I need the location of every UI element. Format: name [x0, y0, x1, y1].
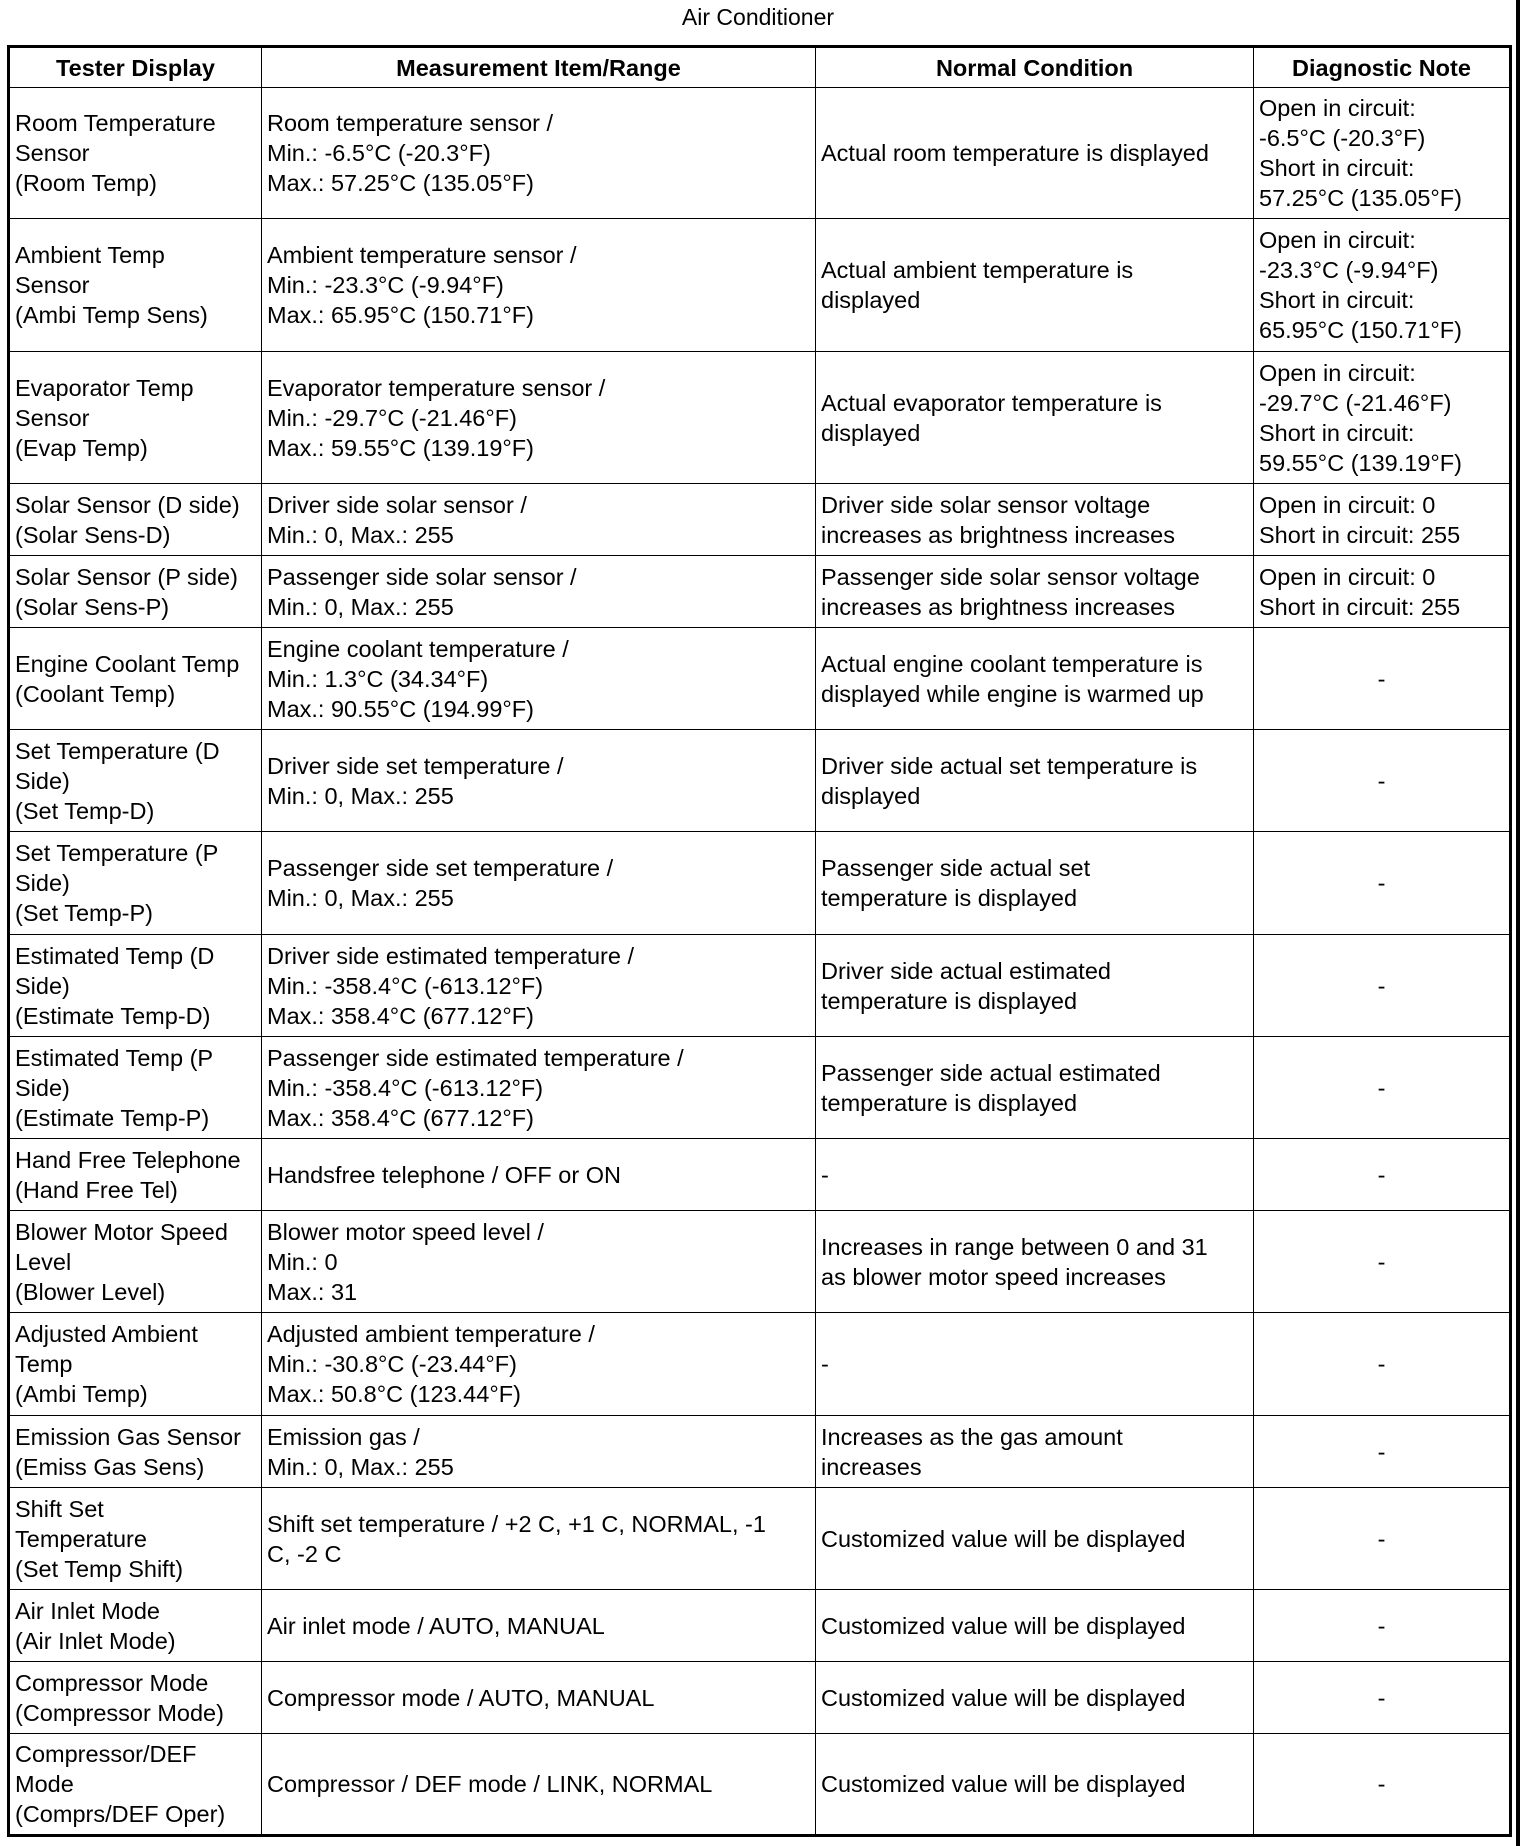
normal-condition-cell: Customized value will be displayed — [816, 1590, 1254, 1662]
normal-condition-cell: Passenger side solar sensor voltage increases as brightness increases — [816, 556, 1254, 628]
table-row — [9, 88, 1511, 219]
tester-display-cell: Solar Sensor (D side) (Solar Sens-D) — [9, 484, 262, 556]
table-row — [9, 1313, 1511, 1416]
measurement-range-cell: Compressor / DEF mode / LINK, NORMAL — [262, 1734, 816, 1836]
tester-display-cell: Air Inlet Mode (Air Inlet Mode) — [9, 1590, 262, 1662]
table-row — [9, 219, 1511, 352]
tester-display-cell: Set Temperature (P Side) (Set Temp-P) — [9, 832, 262, 935]
measurement-range-cell: Driver side estimated temperature / Min.: -358.4°C (-613.12°F) Max.: 358.4°C (677.12°F) — [262, 935, 816, 1037]
table-row — [9, 556, 1511, 628]
measurement-range-cell: Adjusted ambient temperature / Min.: -30.8°C (-23.44°F) Max.: 50.8°C (123.44°F) — [262, 1313, 816, 1416]
table-row — [9, 352, 1511, 484]
table-row — [9, 1488, 1511, 1590]
measurement-range-cell: Engine coolant temperature / Min.: 1.3°C (34.34°F) Max.: 90.55°C (194.99°F) — [262, 628, 816, 730]
table-row — [9, 730, 1511, 832]
tester-display-cell: Adjusted Ambient Temp (Ambi Temp) — [9, 1313, 262, 1416]
column-header-tester-display: Tester Display — [9, 47, 262, 88]
tester-display-cell: Shift Set Temperature (Set Temp Shift) — [9, 1488, 262, 1590]
page-border-line — [1516, 0, 1520, 1846]
diagnostic-note-cell: - — [1254, 1590, 1511, 1662]
diagnostic-note-cell: - — [1254, 1211, 1511, 1313]
table-row — [9, 935, 1511, 1037]
table-row — [9, 1037, 1511, 1139]
measurement-range-cell: Driver side set temperature / Min.: 0, Max.: 255 — [262, 730, 816, 832]
normal-condition-cell: - — [816, 1139, 1254, 1211]
normal-condition-cell: Increases as the gas amount increases — [816, 1416, 1254, 1488]
diagnostic-note-cell: - — [1254, 1662, 1511, 1734]
diagnostic-note-cell: - — [1254, 935, 1511, 1037]
diagnostic-note-cell: - — [1254, 1734, 1511, 1836]
tester-display-cell: Room Temperature Sensor (Room Temp) — [9, 88, 262, 219]
column-header-diagnostic-note: Diagnostic Note — [1254, 47, 1511, 88]
diagnostic-note-cell: - — [1254, 1139, 1511, 1211]
table-row — [9, 1590, 1511, 1662]
normal-condition-cell: Actual engine coolant temperature is displayed while engine is warmed up — [816, 628, 1254, 730]
column-header-measurement-item: Measurement Item/Range — [262, 47, 816, 88]
normal-condition-cell: Customized value will be displayed — [816, 1662, 1254, 1734]
diagnostic-note-cell: Open in circuit: 0 Short in circuit: 255 — [1254, 556, 1511, 628]
tester-display-cell: Hand Free Telephone (Hand Free Tel) — [9, 1139, 262, 1211]
measurement-range-cell: Room temperature sensor / Min.: -6.5°C (-20.3°F) Max.: 57.25°C (135.05°F) — [262, 88, 816, 219]
normal-condition-cell: - — [816, 1313, 1254, 1416]
table-row — [9, 1139, 1511, 1211]
page-title: Air Conditioner — [681, 4, 835, 30]
diagnostic-note-cell: Open in circuit: -23.3°C (-9.94°F) Short in circuit: 65.95°C (150.71°F) — [1254, 219, 1511, 352]
normal-condition-cell: Driver side actual estimated temperature is displayed — [816, 935, 1254, 1037]
measurement-range-cell: Passenger side set temperature / Min.: 0, Max.: 255 — [262, 832, 816, 935]
measurement-range-cell: Blower motor speed level / Min.: 0 Max.: 31 — [262, 1211, 816, 1313]
diagnostic-note-cell: - — [1254, 1313, 1511, 1416]
table-row — [9, 832, 1511, 935]
tester-display-cell: Compressor Mode (Compressor Mode) — [9, 1662, 262, 1734]
table-row — [9, 1734, 1511, 1836]
diagnostic-note-cell: - — [1254, 1037, 1511, 1139]
table-header-row — [9, 47, 1511, 88]
tester-display-cell: Solar Sensor (P side) (Solar Sens-P) — [9, 556, 262, 628]
measurement-range-cell: Compressor mode / AUTO, MANUAL — [262, 1662, 816, 1734]
diagnostic-note-cell: - — [1254, 1488, 1511, 1590]
normal-condition-cell: Customized value will be displayed — [816, 1734, 1254, 1836]
diagnostic-note-cell: - — [1254, 628, 1511, 730]
diagnostic-note-cell: Open in circuit: -6.5°C (-20.3°F) Short in circuit: 57.25°C (135.05°F) — [1254, 88, 1511, 219]
normal-condition-cell: Passenger side actual set temperature is displayed — [816, 832, 1254, 935]
table-row — [9, 628, 1511, 730]
tester-display-cell: Estimated Temp (D Side) (Estimate Temp-D) — [9, 935, 262, 1037]
table-row — [9, 1662, 1511, 1734]
normal-condition-cell: Passenger side actual estimated temperature is displayed — [816, 1037, 1254, 1139]
tester-display-cell: Emission Gas Sensor (Emiss Gas Sens) — [9, 1416, 262, 1488]
measurement-range-cell: Passenger side estimated temperature / Min.: -358.4°C (-613.12°F) Max.: 358.4°C (677.12°F) — [262, 1037, 816, 1139]
measurement-range-cell: Handsfree telephone / OFF or ON — [262, 1139, 816, 1211]
normal-condition-cell: Driver side actual set temperature is displayed — [816, 730, 1254, 832]
measurement-range-cell: Evaporator temperature sensor / Min.: -29.7°C (-21.46°F) Max.: 59.55°C (139.19°F) — [262, 352, 816, 484]
measurement-range-cell: Air inlet mode / AUTO, MANUAL — [262, 1590, 816, 1662]
table-row — [9, 1416, 1511, 1488]
diagnostic-note-cell: - — [1254, 1416, 1511, 1488]
tester-display-cell: Evaporator Temp Sensor (Evap Temp) — [9, 352, 262, 484]
measurement-range-cell: Ambient temperature sensor / Min.: -23.3°C (-9.94°F) Max.: 65.95°C (150.71°F) — [262, 219, 816, 352]
tester-display-cell: Set Temperature (D Side) (Set Temp-D) — [9, 730, 262, 832]
tester-display-cell: Ambient Temp Sensor (Ambi Temp Sens) — [9, 219, 262, 352]
tester-display-cell: Estimated Temp (P Side) (Estimate Temp-P) — [9, 1037, 262, 1139]
measurement-range-cell: Shift set temperature / +2 C, +1 C, NORMAL, -1 C, -2 C — [262, 1488, 816, 1590]
diagnostic-note-cell: - — [1254, 832, 1511, 935]
measurement-range-cell: Driver side solar sensor / Min.: 0, Max.: 255 — [262, 484, 816, 556]
measurement-range-cell: Passenger side solar sensor / Min.: 0, Max.: 255 — [262, 556, 816, 628]
normal-condition-cell: Actual evaporator temperature is displayed — [816, 352, 1254, 484]
data-list-table — [7, 45, 1512, 1837]
table-row — [9, 484, 1511, 556]
measurement-range-cell: Emission gas / Min.: 0, Max.: 255 — [262, 1416, 816, 1488]
normal-condition-cell: Increases in range between 0 and 31 as blower motor speed increases — [816, 1211, 1254, 1313]
column-header-normal-condition: Normal Condition — [816, 47, 1254, 88]
normal-condition-cell: Driver side solar sensor voltage increases as brightness increases — [816, 484, 1254, 556]
tester-display-cell: Engine Coolant Temp (Coolant Temp) — [9, 628, 262, 730]
normal-condition-cell: Actual ambient temperature is displayed — [816, 219, 1254, 352]
tester-display-cell: Compressor/DEF Mode (Comprs/DEF Oper) — [9, 1734, 262, 1836]
diagnostic-note-cell: - — [1254, 730, 1511, 832]
diagnostic-note-cell: Open in circuit: 0 Short in circuit: 255 — [1254, 484, 1511, 556]
tester-display-cell: Blower Motor Speed Level (Blower Level) — [9, 1211, 262, 1313]
normal-condition-cell: Actual room temperature is displayed — [816, 88, 1254, 219]
normal-condition-cell: Customized value will be displayed — [816, 1488, 1254, 1590]
diagnostic-note-cell: Open in circuit: -29.7°C (-21.46°F) Short in circuit: 59.55°C (139.19°F) — [1254, 352, 1511, 484]
table-row — [9, 1211, 1511, 1313]
